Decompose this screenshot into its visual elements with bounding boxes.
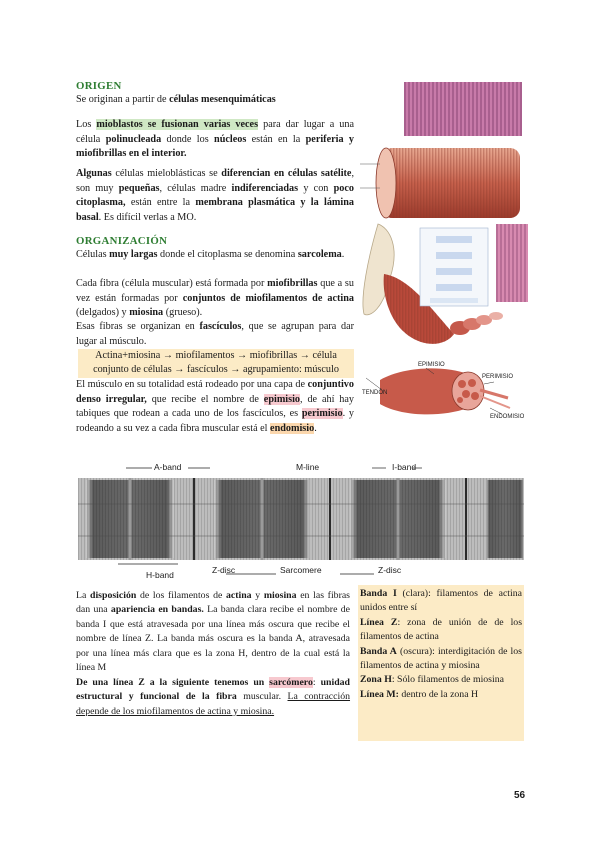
origen-paragraph-3: Algunas células mieloblásticas se diferencian en células satélite, son muy pequeñas, células madre indiferenciadas y con poco citoplasma, están entre la membrana plasmática y la lámina basal. Es difícil verlas a MO. bbox=[76, 168, 354, 223]
label-h-band: H-band bbox=[146, 570, 174, 580]
chain-line-2: conjunto de células → fascículos → agrupamiento: músculo bbox=[93, 364, 339, 376]
label-a-band: A-band bbox=[154, 462, 182, 472]
organizacion-paragraph-4: El músculo en su totalidad está rodeado por una capa de conjuntivo denso irregular, que recibe el nombre de epimisio, de ahí hay tabiques que rodean a cada uno de los fascículos, es perimisio. y rodeando a su vez a cada fibra muscular está el endomisio. bbox=[76, 379, 354, 434]
origen-paragraph-2: Los mioblastos se fusionan varias veces para dar lugar a una célula polinucleada donde los núcleos están en la periferia y miofibrillas en el interior. bbox=[76, 119, 355, 160]
label-i-band: I-band bbox=[392, 462, 417, 472]
fascicle-bundle bbox=[450, 312, 503, 335]
sarcomere-svg bbox=[78, 460, 524, 582]
chain-line-1: Actina+miosina → miofilamentos → miofibrillas → célula bbox=[95, 350, 337, 361]
bottom-left-paragraph-1: La disposición de los filamentos de actina y miosina en las fibras dan una apariencia en bandas. La banda clara recibe el nombre de banda I que está atravesada por una línea más oscura que recibe el nombre de línea Z. La banda más oscura es la banda A, atravesada por una línea más clara que es la zona H, dentro de la cual está la línea M bbox=[76, 590, 350, 674]
organization-chain bbox=[78, 349, 354, 378]
label-z-disc-1: Z-disc bbox=[212, 565, 236, 575]
label-endomisio: ENDOMISIO bbox=[490, 414, 525, 420]
page-number: 56 bbox=[514, 790, 526, 801]
origen-heading: ORIGEN bbox=[76, 80, 122, 92]
organizacion-paragraph-3: Esas fibras se organizan en fascículos, que se agrupan para dar lugar al músculo. bbox=[76, 321, 354, 347]
hierarchy-diagram bbox=[420, 228, 488, 306]
organizacion-paragraph-2: Cada fibra (célula muscular) está formada por miofibrillas que a su vez están formadas por conjuntos de miofilamentos de actina (delgados) y miosina (grueso). bbox=[76, 278, 354, 319]
label-m-line: M-line bbox=[296, 462, 320, 472]
label-perimisio: PERIMISIO bbox=[482, 374, 514, 380]
muscle-organization-figure bbox=[360, 78, 528, 430]
label-z-disc-2: Z-disc bbox=[378, 565, 402, 575]
label-sarcomere: Sarcomere bbox=[280, 565, 322, 575]
sarcomere-figure bbox=[78, 460, 524, 582]
definitions-box bbox=[358, 585, 524, 741]
definitions-text: Banda I (clara): filamentos de actina unidos entre sí Línea Z: zona de unión de de los filamentos de actina Banda A (oscura): interdigitación de los filamentos de actina y miosina Zona H: Sólo filamentos de miosina Línea M: dentro de la zona H bbox=[360, 588, 523, 700]
label-epimisio: EPIMISIO bbox=[418, 362, 445, 368]
label-tendon: TENDÓN bbox=[362, 390, 388, 396]
organizacion-paragraph-1: Células muy largas donde el citoplasma se denomina sarcolema. bbox=[76, 249, 345, 260]
origen-line1: Se originan a partir de células mesenquimáticas bbox=[76, 94, 276, 105]
bottom-left-paragraph-2: De una línea Z a la siguiente tenemos un sarcómero: unidad estructural y funcional de la fibra muscular. La contracción depende de los miofilamentos de actina y miosina. bbox=[76, 677, 351, 717]
organizacion-heading: ORGANIZACIÓN bbox=[76, 235, 168, 247]
